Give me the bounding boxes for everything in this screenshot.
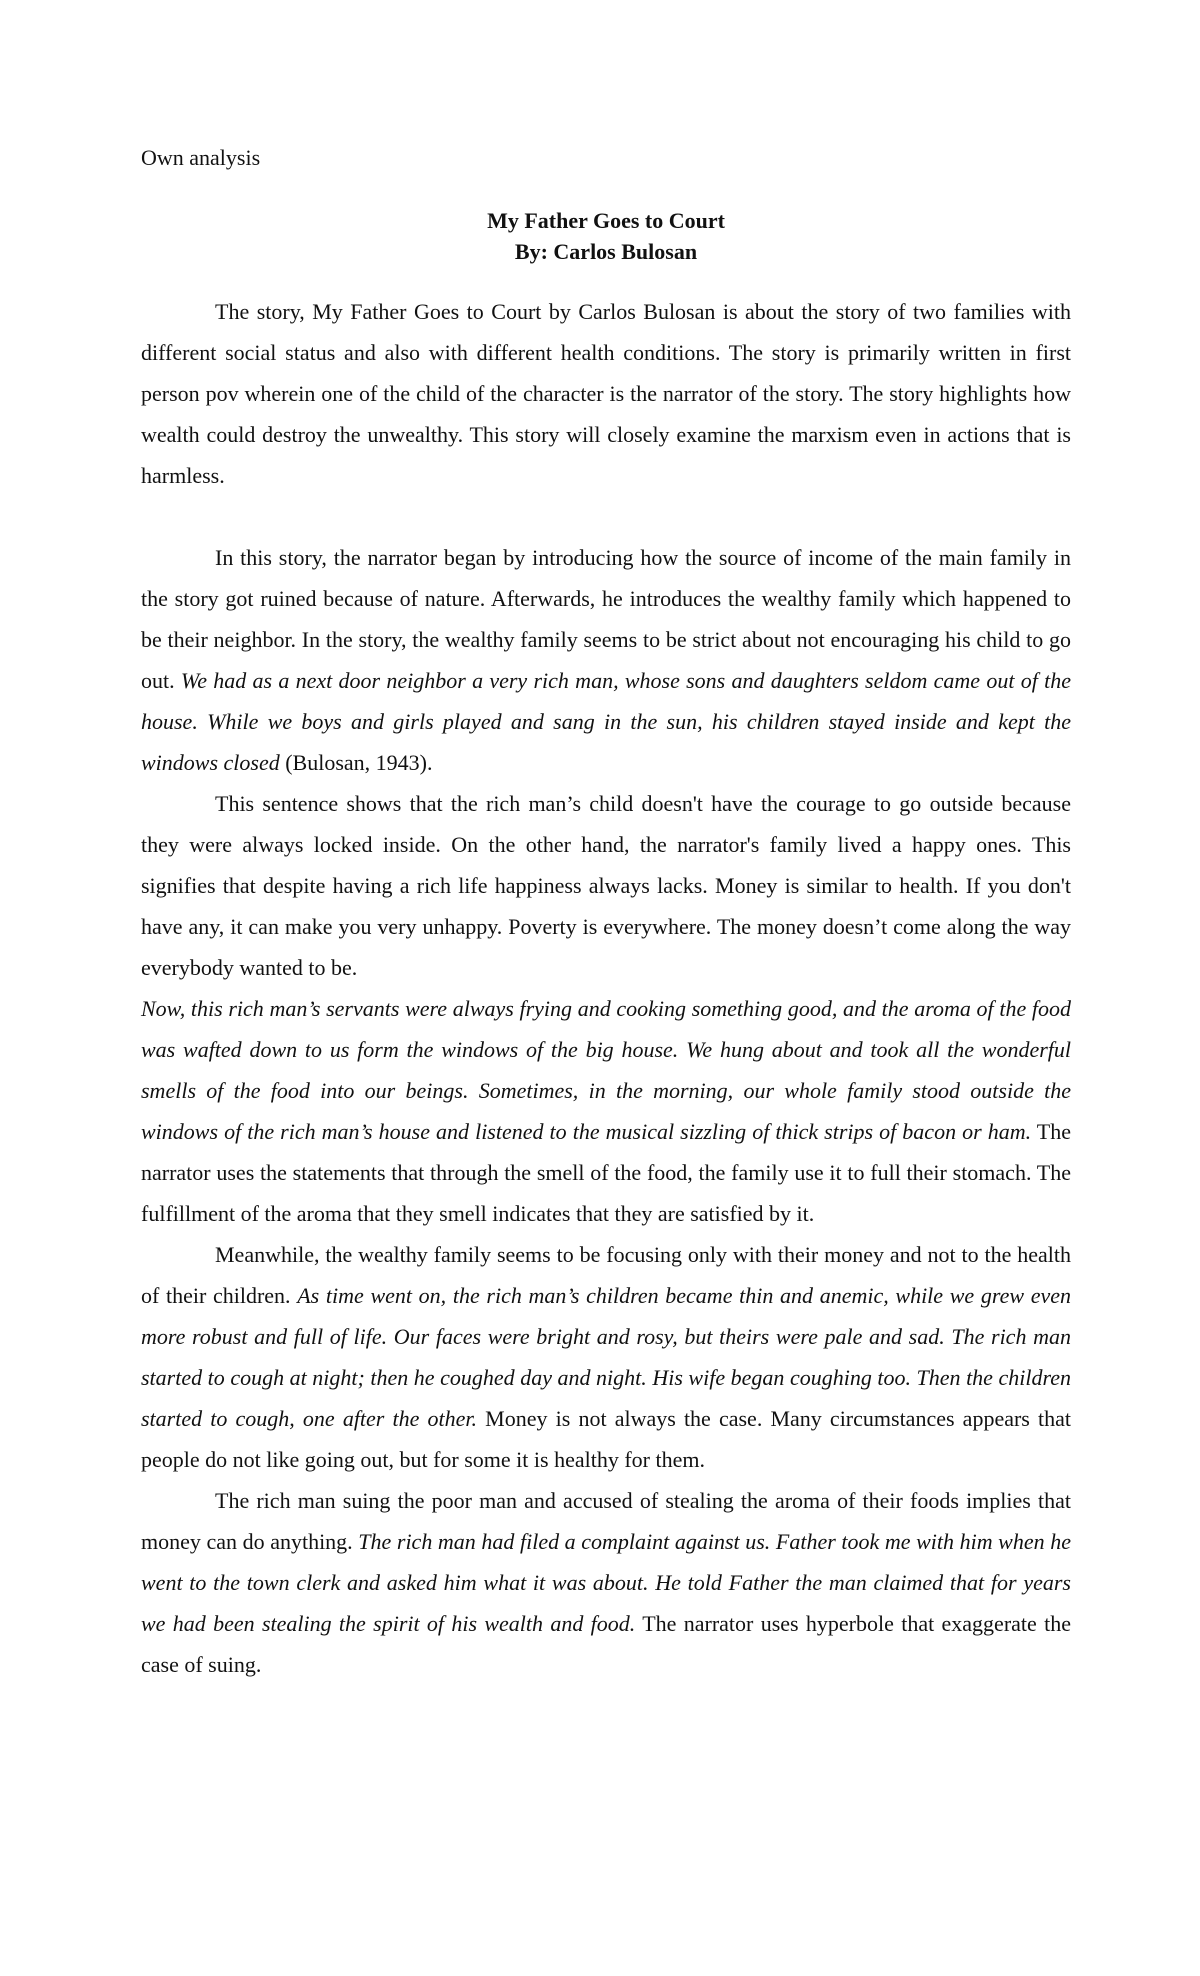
document-byline: By: Carlos Bulosan [514,239,698,264]
paragraph-text: The rich man suing the poor man and accused of stealing the aroma of their foods implies that money can do anything. [141,1488,1071,1554]
title-block [141,205,1071,267]
paragraph-suing [141,1480,1071,1685]
document-body [141,291,1071,1685]
paragraph-text-after: The narrator uses hyperbole that exaggerate the case of suing. [141,1611,1071,1677]
paragraph-text: Meanwhile, the wealthy family seems to be focusing only with their money and not to the health of their children. [141,1242,1071,1308]
paragraph-intro: The story, My Father Goes to Court by Carlos Bulosan is about the story of two families with different social status and also with different health conditions. The story is primarily written in first person pov wherein one of the child of the character is the narrator of the story. The story highlights how wealth could destroy the unwealthy. This story will closely examine the marxism even in actions that is harmless. [141,299,1071,488]
quote-text: We had as a next door neighbor a very rich man, whose sons and daughters seldom came out of the house. While we boys and girls played and sang in the sun, his children stayed inside and kept the windows closed [141,668,1071,775]
quote-text: As time went on, the rich man’s children became thin and anemic, while we grew even more robust and full of life. Our faces were bright and rosy, but theirs were pale and sad. The rich man started to cough at night; then he coughed day and night. His wife began coughing too. Then the children started to cough, one after the other. [141,1283,1071,1431]
document-label: Own analysis [141,145,261,170]
citation-text: (Bulosan, 1943). [279,750,433,775]
document-title: My Father Goes to Court [487,208,725,233]
paragraph-neighbor [141,537,1071,783]
quote-text: The rich man had filed a complaint against us. Father took me with him when he went to the town clerk and asked him what it was about. He told Father the man claimed that for years we had been stealing the spirit of his wealth and food. [141,1529,1071,1636]
quote-text: Now, this rich man’s servants were always frying and cooking something good, and the aroma of the food was wafted down to us form the windows of the big house. We hung about and took all the wonderful smells of the food into our beings. Sometimes, in the morning, our whole family stood outside the windows of the rich man’s house and listened to the musical sizzling of thick strips of bacon or ham. [141,996,1071,1144]
paragraph-health [141,1234,1071,1480]
paragraph-analysis: This sentence shows that the rich man’s child doesn't have the courage to go outside because they were always locked inside. On the other hand, the narrator's family lived a happy ones. This signifies that despite having a rich life happiness always lacks. Money is similar to health. If you don't have any, it can make you very unhappy. Poverty is everywhere. The money doesn’t come along the way everybody wanted to be. [141,791,1071,980]
paragraph-aroma [141,988,1071,1234]
paragraph-text: The narrator uses the statements that through the smell of the food, the family use it to full their stomach. The fulfillment of the aroma that they smell indicates that they are satisfied by it. [141,1119,1071,1226]
paragraph-text-after: Money is not always the case. Many circumstances appears that people do not like going out, but for some it is healthy for them. [141,1406,1071,1472]
paragraph-text: In this story, the narrator began by introducing how the source of income of the main family in the story got ruined because of nature. Afterwards, he introduces the wealthy family which happened to be their neighbor. In the story, the wealthy family seems to be strict about not encouraging his child to go out. [141,545,1071,693]
